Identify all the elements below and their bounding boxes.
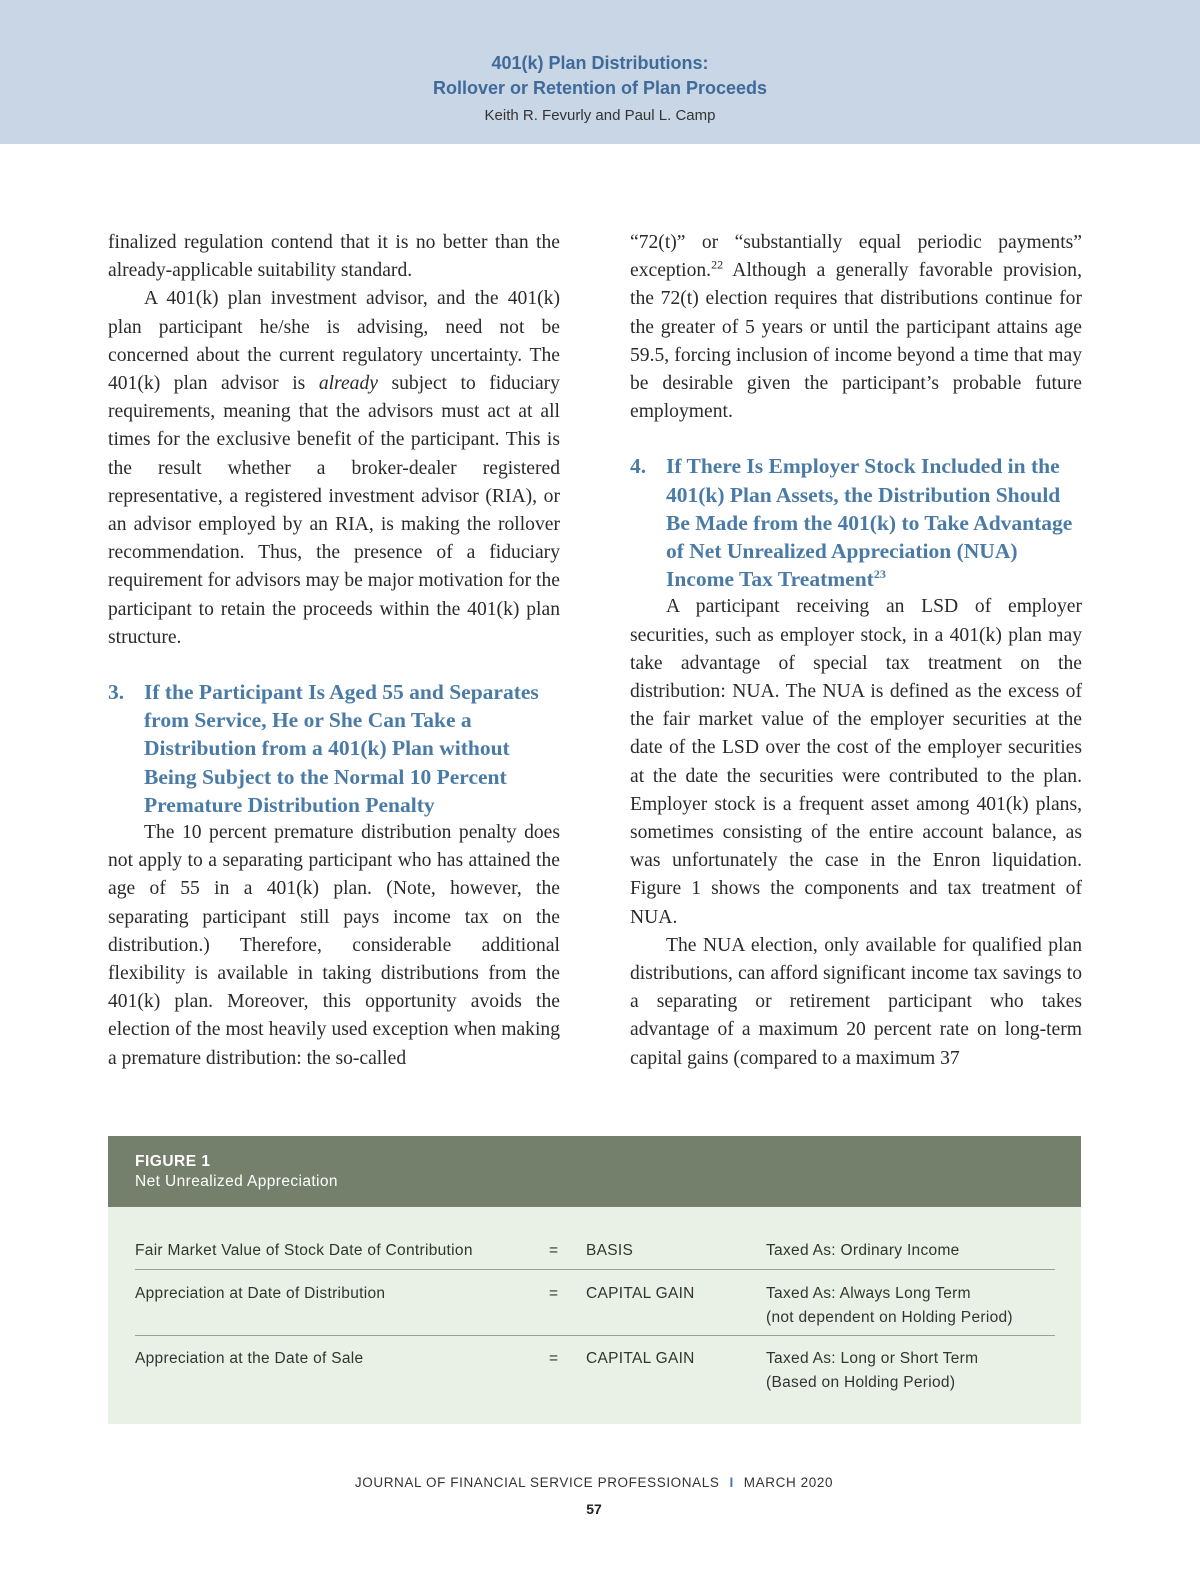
row-tax-treatment (766, 1282, 1013, 1330)
footnote-ref-23[interactable]: 23 (873, 567, 886, 582)
row-tax-line2: (Based on Holding Period) (766, 1374, 956, 1391)
article-authors: Keith R. Fevurly and Paul L. Camp (484, 107, 716, 124)
section-4-title-wrap (666, 452, 1082, 593)
right-paragraph-1-part2: Although a generally favorable provision, the 72(t) election requires that distributions continue for the greater of 5 years or until the participant attains age 59.5, forcing inclusion of income beyond a time that may be desirable given the participant’s probable future employment. (630, 260, 1082, 423)
page-footer (0, 1475, 1188, 1490)
section-4-number: 4. (630, 454, 647, 479)
row-item: Appreciation at the Date of Sale (135, 1350, 364, 1367)
left-paragraph-3: The 10 percent premature distribution penalty does not apply to a separating participant who has attained the age of 55 in a 401(k) plan. (Note, however, the separating participant still pays income tax on the distribution.) Therefore, considerable additional flexibility is available in taking distributions from the 401(k) plan. Moreover, this opportunity avoids the election of the most heavily used exception when making a premature distribution: the so-called (108, 822, 560, 1069)
header-band (0, 0, 1200, 144)
figure-label: FIGURE 1 (135, 1153, 211, 1170)
article-title-line1: 401(k) Plan Distributions: (491, 53, 709, 73)
right-column (630, 229, 1082, 1073)
section-3-heading (108, 678, 560, 819)
right-paragraph-3: The NUA election, only available for qualified plan distributions, can afford significant income tax savings to a separating or retirement participant who takes advantage of a maximum 20 percent rate on long-term capital gains (compared to a maximum 37 (630, 934, 1082, 1069)
figure-1 (108, 1136, 1081, 1424)
figure-header (108, 1136, 1081, 1207)
figure-row (135, 1347, 1055, 1407)
row-tax-line1: Taxed As: Ordinary Income (766, 1242, 960, 1259)
figure-caption: Net Unrealized Appreciation (135, 1173, 338, 1190)
row-equals: = (549, 1285, 559, 1302)
section-4-heading (630, 452, 1082, 593)
row-tax-line2: (not dependent on Holding Period) (766, 1309, 1013, 1326)
row-divider (135, 1269, 1055, 1270)
footnote-ref-22[interactable]: 22 (711, 257, 724, 272)
left-paragraph-2-emphasis: already (318, 373, 378, 395)
row-tax-line1: Taxed As: Always Long Term (766, 1285, 971, 1302)
row-equals: = (549, 1350, 559, 1367)
right-paragraph-2: A participant receiving an LSD of employer securities, such as employer stock, in a 401(k) plan may take advantage of special tax treatment on the distribution: NUA. The NUA is defined as the excess of the fair market value of the employer securities at the date of the LSD over the cost of the employer securities at the date the securities were contributed to the plan. Employer stock is a frequent asset among 401(k) plans, sometimes consisting of the entire account balance, as was unfortunately the case in the Enron liquidation. Figure 1 shows the components and tax treatment of NUA. (630, 596, 1082, 928)
right-paragraph-1 (630, 229, 1082, 426)
figure-row (135, 1282, 1055, 1342)
row-divider (135, 1335, 1055, 1336)
row-equals: = (549, 1242, 559, 1259)
journal-name: JOURNAL OF FINANCIAL SERVICE PROFESSIONALS (354, 1475, 720, 1490)
row-item: Fair Market Value of Stock Date of Contribution (135, 1242, 473, 1259)
left-paragraph-2-part1: A 401(k) plan investment advisor, and the 401(k) plan participant he/she is advising, need not be concerned about the current regulatory uncertainty. The 401(k) plan advisor is (108, 288, 560, 395)
section-3-number: 3. (108, 680, 125, 705)
row-category: CAPITAL GAIN (586, 1350, 695, 1367)
footer-separator: I (729, 1475, 734, 1490)
row-item: Appreciation at Date of Distribution (135, 1285, 386, 1302)
section-4-title: If There Is Employer Stock Included in the 401(k) Plan Assets, the Distribution Should Be Made from the 401(k) to Take Advantage of Net Unrealized Appreciation (NUA) Income Tax Treatment (666, 454, 1073, 592)
row-category: CAPITAL GAIN (586, 1285, 695, 1302)
row-tax-treatment (766, 1239, 960, 1263)
left-column (108, 229, 560, 1073)
row-category: BASIS (586, 1242, 634, 1259)
article-title-line2: Rollover or Retention of Plan Proceeds (432, 78, 768, 98)
right-paragraph-1-part1: “72(t)” or “substantially equal periodic payments” exception. (630, 232, 1082, 282)
page-number: 57 (586, 1501, 602, 1517)
left-paragraph-2 (108, 285, 560, 652)
issue-date: MARCH 2020 (743, 1475, 834, 1490)
left-paragraph-1: finalized regulation contend that it is no better than the already-applicable suitability standard. (108, 232, 560, 282)
row-tax-line1: Taxed As: Long or Short Term (766, 1350, 979, 1367)
left-paragraph-2-part2: subject to fiduciary requirements, meaning that the advisors must act at all times for the exclusive benefit of the participant. This is the result whether a broker-dealer registered representative, a registered investment advisor (RIA), or an advisor employed by an RIA, is making the rollover recommendation. Thus, the presence of a fiduciary requirement for advisors may be major motivation for the participant to retain the proceeds within the 401(k) plan structure. (108, 373, 560, 648)
row-tax-treatment (766, 1347, 978, 1395)
section-3-title: If the Participant Is Aged 55 and Separates from Service, He or She Can Take a Distribution from a 401(k) Plan without Being Subject to the Normal 10 Percent Premature Distribution Penalty (144, 680, 539, 817)
